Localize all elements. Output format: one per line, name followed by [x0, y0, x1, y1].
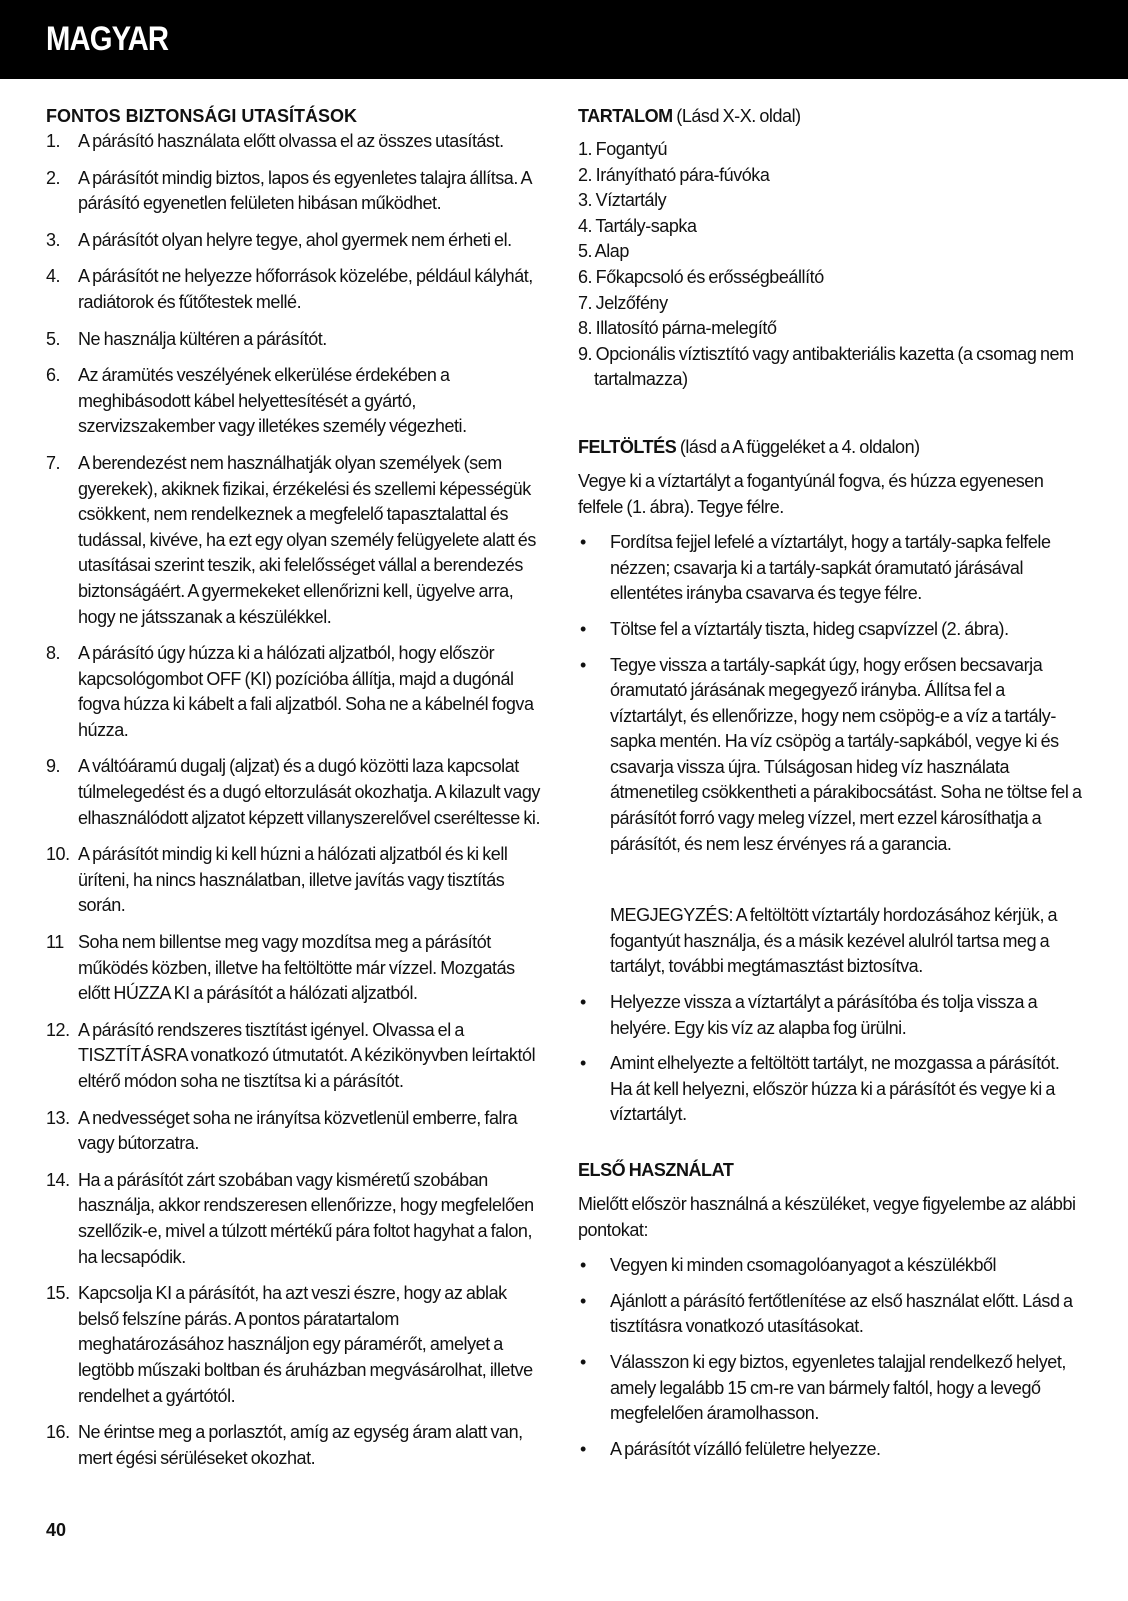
list-item: 2. Irányítható pára-fúvóka [578, 164, 770, 185]
list-item [46, 1106, 546, 1157]
item-text: Ne használja kültéren a párásítót. [78, 328, 327, 349]
item-number: 2. [46, 167, 61, 188]
item-text: A párásítót mindig biztos, lapos és egyenletes talajra állítsa. A párásító egyenetlen felületen hibásan működhet. [78, 167, 532, 214]
list-item: 6. Főkapcsoló és erősségbeállító [578, 266, 824, 287]
page-number: 40 [46, 1520, 67, 1540]
item-number: 5. [46, 328, 61, 349]
item-text: A váltóáramú dugalj (aljzat) és a dugó közötti laza kapcsolat túlmelegedést és a dugó eltorzulását okozhatja. A kilazult vagy elhasználódott aljzatot képzett villanyszerelővel cseréltesse ki. [78, 756, 540, 828]
bullet-icon: • [580, 1438, 586, 1459]
bullet-icon: • [580, 1351, 586, 1372]
item-text: Soha nem billentse meg vagy mozdítsa meg a párásítót működés közben, illetve ha feltöltötte már vízzel. Mozgatás előtt HÚZZA KI a párásítót a hálózati aljzatból. [78, 932, 515, 1004]
list-item: 5. Alap [578, 241, 629, 262]
contents-list [578, 137, 1083, 393]
item-text: Az áramütés veszélyének elkerülése érdekében a meghibásodott kábel helyettesítését a gyártó, szervizszakember vagy illetékes személy végezheti. [78, 365, 467, 437]
list-item [578, 1350, 1083, 1427]
filling-intro: Vegye ki a víztartályt a fogantyúnál fogva, és húzza egyenesen felfele (1. ábra). Tegye félre. [578, 470, 1044, 517]
item-number: 14. [46, 1169, 70, 1190]
item-number: 3. [46, 229, 61, 250]
list-item [46, 754, 546, 831]
bullet-icon: • [580, 992, 586, 1013]
item-text: A párásítót ne helyezze hőforrások közelébe, például kályhát, radiátorok és fűtőtestek mellé. [78, 266, 533, 312]
list-item [46, 1168, 546, 1270]
bullet-icon: • [580, 618, 586, 639]
list-item: 4. Tartály-sapka [578, 215, 697, 236]
item-text: Helyezze vissza a víztartályt a párásítóba és tolja vissza a helyére. Egy kis víz az alapba fog ürülni. [610, 992, 1038, 1038]
bullet-icon: • [580, 1290, 586, 1311]
item-number: 1. [46, 131, 61, 151]
filling-heading-label: FELTÖLTÉS [578, 436, 677, 457]
list-item [46, 641, 546, 743]
item-number: 16. [46, 1422, 70, 1443]
item-text: A párásító úgy húzza ki a hálózati aljzatból, hogy először kapcsológombot OFF (KI) pozícióba állítja, majd a dugónál fogva húzza ki kábelt a fali aljzatból. Soha ne a kábelnél fogva húzza. [78, 643, 534, 740]
list-item [46, 930, 546, 1007]
contents-heading-sub: (Lásd X-X. oldal) [672, 106, 801, 126]
item-text: A párásító rendszeres tisztítást igényel. Olvassa el a TISZTÍTÁSRA vonatkozó útmutatót. A kézikönyvben leírtaktól eltérő módon soha ne tisztítsa ki a párásítót. [78, 1019, 536, 1091]
list-item: 7. Jelzőfény [578, 292, 668, 313]
item-text: Kapcsolja KI a párásítót, ha azt veszi észre, hogy az ablak belső felszíne párás. A pontos páratartalom meghatározásához használjon egy páramérőt, amelyet a legtöbb műszaki boltban és áruházban megvásárolhat, illetve rendelhet a gyártótól. [78, 1283, 533, 1406]
item-text: Ajánlott a párásító fertőtlenítése az első használat előtt. Lásd a tisztításra vonatkozó utasításokat. [610, 1290, 1073, 1337]
contents-heading [578, 104, 1083, 129]
list-item [578, 1253, 1083, 1279]
item-text: A nedvességet soha ne irányítsa közvetlenül emberre, falra vagy bútorzatra. [78, 1107, 518, 1154]
item-number: 9. [46, 756, 61, 777]
list-item [578, 1437, 1083, 1463]
item-text: Vegyen ki minden csomagolóanyagot a készülékből [610, 1255, 997, 1276]
filling-heading-sub: (lásd a A függeléket a 4. oldalon) [676, 436, 920, 457]
list-item [46, 228, 546, 254]
bullet-icon: • [580, 1053, 586, 1074]
right-column [578, 104, 1083, 1472]
list-item [578, 653, 1083, 858]
list-item [46, 1281, 546, 1409]
item-number: 10. [46, 844, 70, 865]
list-item [46, 363, 546, 440]
list-item: 3. Víztartály [578, 190, 667, 211]
list-item [578, 1289, 1083, 1340]
list-item [46, 1018, 546, 1095]
list-item [46, 451, 546, 630]
page-title: MAGYAR [46, 20, 169, 58]
item-text: A párásító használata előtt olvassa el az összes utasítást. [78, 131, 504, 151]
list-item [46, 129, 546, 155]
safety-list [46, 129, 546, 1471]
item-text: A párásítót mindig ki kell húzni a hálózati aljzatból és ki kell üríteni, ha nincs használatban, illetve javítás vagy tisztítás során. [78, 844, 508, 916]
list-item [46, 327, 546, 353]
list-item [578, 1051, 1083, 1128]
list-item [46, 1420, 546, 1471]
list-item [46, 842, 546, 919]
bullet-icon: • [580, 532, 586, 553]
item-number: 11 [46, 932, 64, 953]
item-number: 8. [46, 643, 61, 664]
item-number: 12. [46, 1019, 70, 1040]
note-paragraph: MEGJEGYZÉS: A feltöltött víztartály hordozásához kérjük, a fogantyút használja, és a másik kezével alulról tartsa meg a tartályt, további megtámasztást biztosítva. [610, 905, 1058, 977]
item-text: A berendezést nem használhatják olyan személyek (sem gyerekek), akiknek fizikai, érzékelési és szellemi képességük csökkent, nem rendelkeznek a megfelelő tapasztalattal és tudással, kivéve, ha ezt egy olyan személy felügyelete alatt és utasításai szerint teszik, aki felelősséget vállal a berendezés biztonságáért. A gyermekeket ellenőrizni kell, ügyelve arra, hogy ne játsszanak a készülékkel. [78, 452, 536, 627]
item-number: 13. [46, 1107, 70, 1128]
item-number: 4. [46, 266, 61, 287]
list-item [46, 264, 546, 315]
item-text: Töltse fel a víztartály tiszta, hideg csapvízzel (2. ábra). [610, 618, 1009, 639]
left-column [46, 104, 546, 1482]
list-item [46, 166, 546, 217]
item-text: Tegye vissza a tartály-sapkát úgy, hogy erősen becsavarja óramutató járásának megegyező irányba. Állítsa fel a víztartályt, és ellenőrizze, hogy nem csöpög-e a víz a tartály-sapka mentén. Ha víz csöpög a tartály-sapkából, vegye ki és csavarja vissza újra. Túlságosan hideg víz használata átmenetileg csökkentheti a párakibocsátást. Soha ne töltse fel a párásítót forró vagy meleg vízzel, mert ezzel károsíthatja a párásítót, és nem lesz érvényes rá a garancia. [610, 654, 1082, 854]
item-number: 7. [46, 452, 61, 473]
list-item: 1. Fogantyú [578, 139, 668, 159]
list-item [578, 617, 1083, 643]
item-text: Ne érintse meg a porlasztót, amíg az egység áram alatt van, mert égési sérüléseket okozhat. [78, 1422, 523, 1468]
list-item: 8. Illatosító párna-melegítő [578, 318, 777, 339]
item-text: Fordítsa fejjel lefelé a víztartályt, hogy a tartály-sapka felfele nézzen; csavarja ki a tartály-sapkát óramutató járásával ellentétes irányba csavarva és tegye félre. [610, 532, 1051, 604]
first-use-intro: Mielőtt először használná a készüléket, vegye figyelembe az alábbi pontokat: [578, 1194, 1076, 1240]
bullet-icon: • [580, 1255, 586, 1276]
item-text: Válasszon ki egy biztos, egyenletes talajjal rendelkező helyet, amely legalább 15 cm-re van bármely faltól, hogy a levegő megfelelően áramolhasson. [610, 1351, 1066, 1424]
contents-heading-label: TARTALOM [578, 106, 673, 126]
list-item [578, 990, 1083, 1041]
item-text: Amint elhelyezte a feltöltött tartályt, ne mozgassa a párásítót. Ha át kell helyezni, először húzza ki a párásítót és vegye ki a víztartályt. [610, 1053, 1060, 1125]
item-text: A párásítót olyan helyre tegye, ahol gyermek nem érheti el. [78, 229, 512, 250]
item-number: 6. [46, 365, 61, 386]
filling-heading [578, 435, 1083, 460]
item-text: Ha a párásítót zárt szobában vagy kisméretű szobában használja, akkor rendszeresen ellenőrizze, hogy megfelelően szellőzik-e, mivel a túlzott mértékű pára foltot hagyhat a falon, ha lecsapódik. [78, 1169, 534, 1267]
item-number: 15. [46, 1283, 70, 1304]
list-item: 9. Opcionális víztisztító vagy antibakteriális kazetta (a csomag nem tartalmazza) [578, 343, 1074, 390]
list-item [578, 530, 1083, 607]
first-use-heading: ELSŐ HASZNÁLAT [578, 1160, 734, 1180]
header-bar [0, 0, 1128, 79]
bullet-icon: • [580, 654, 586, 675]
item-text: A párásítót vízálló felületre helyezze. [610, 1438, 881, 1459]
safety-heading: FONTOS BIZTONSÁGI UTASÍTÁSOK [46, 106, 358, 126]
